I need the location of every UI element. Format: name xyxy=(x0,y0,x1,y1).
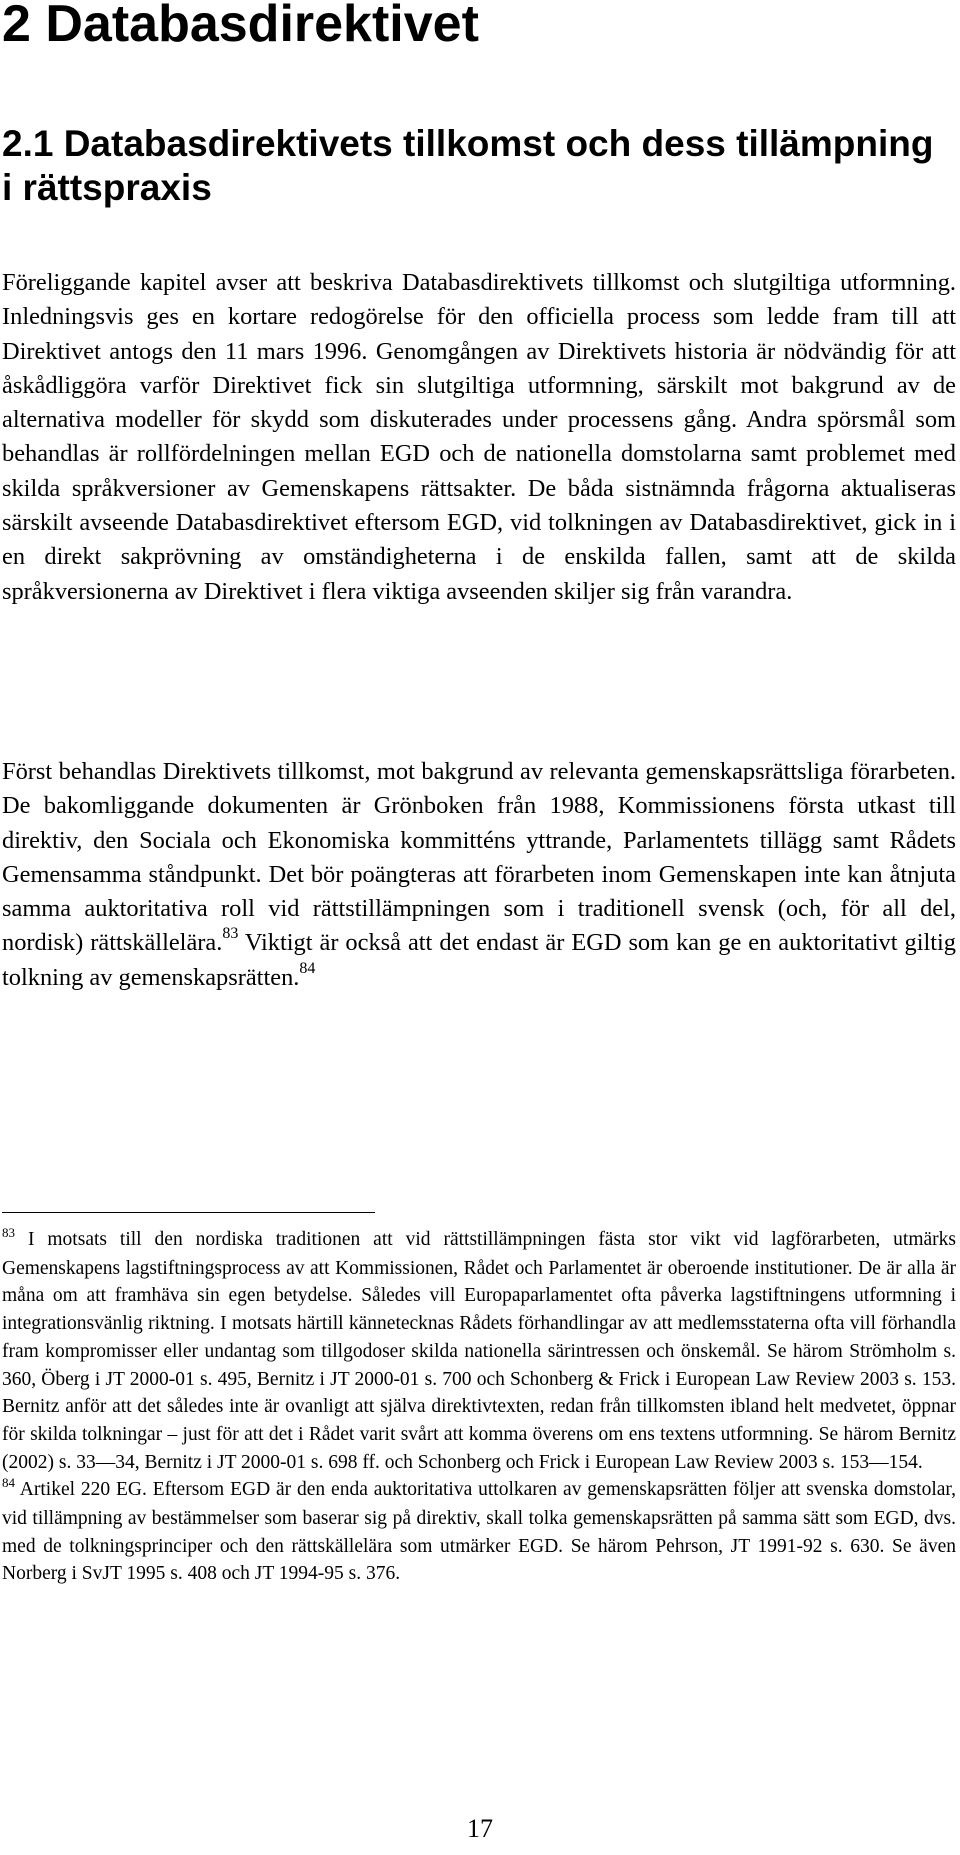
footnotes xyxy=(2,1226,956,1588)
paragraph-2-text-a: Först behandlas Direktivets tillkomst, mot bakgrund av relevanta gemenskapsrättsliga förarbeten. De bakomliggande dokumenten är Grönboken från 1988, Kommissionens första utkast till direktiv, den Sociala och Ekonomiska kommitténs yttrande, Parlamentets tillägg samt Rådets Gemensamma ståndpunkt. Det bör poängteras att förarbeten inom Gemenskapen inte kan åtnjuta samma auktoritativa roll vid rättstillämpningen som i traditionell svensk (och, för all del, nordisk) rättskällelära. xyxy=(2,758,956,957)
section-heading: 2.1 Databasdirektivets tillkomst och dess tillämpning i rättspraxis xyxy=(2,123,934,208)
body-paragraph-1: Föreliggande kapitel avser att beskriva Databasdirektivets tillkomst och slutgiltiga utformning. Inledningsvis ges en kortare redogörelse för den officiella process som ledde fram till att Direktivet antogs den 11 mars 1996. Genomgången av Direktivets historia är nödvändig för att åskådliggöra varför Direktivet fick sin slutgiltiga utformning, särskilt mot bakgrund av de alternativa modeller för skydd som diskuterades under processens gång. Andra spörsmål som behandlas är rollfördelningen mellan EGD och de nationella domstolarna samt problemet med skilda språkversioner av Gemenskapens rättsakter. De båda sistnämnda frågorna aktualiseras särskilt avseende Databasdirektivet eftersom EGD, vid tolkningen av Databasdirektivet, gick in i en direkt sakprövning av omständigheterna i de enskilda fallen, samt att de skilda språkversionerna av Direktivet i flera viktiga avseenden skiljer sig från varandra. xyxy=(2,269,956,605)
footnote-83 xyxy=(2,1226,956,1476)
footnote-text: Artikel 220 EG. Eftersom EGD är den enda auktoritativa uttolkaren av gemenskapsrätten följer att svenska domstolar, vid tillämpning av bestämmelser som baserar sig på direktiv, skall tolka gemenskapsrätten på samma sätt som EGD, dvs. med de tolkningsprinciper och den rättskällelära som utmärker EGD. Se härom Pehrson, JT 1991-92 s. 630. Se även Norberg i SvJT 1995 s. 408 och JT 1994-95 s. 376. xyxy=(2,1479,956,1585)
footnote-separator xyxy=(2,1212,375,1213)
footnote-number: 83 xyxy=(2,1225,15,1240)
body-paragraph-2 xyxy=(2,755,956,995)
footnote-number: 84 xyxy=(2,1475,15,1491)
footnote-text: I motsats till den nordiska traditionen att vid rättstillämpningen fästa stor vikt vid lagförarbeten, utmärks Gemenskapens lagstiftningsprocess av att Kommissionen, Rådet och Parlamentet är oberoende institutioner. De är alla är måna om att framhäva sin egen betydelse. Således vill Europaparlamentet ofta påverka lagstiftningens utformning i integrationsvänlig riktning. I motsats härtill kännetecknas Rådets förhandlingar av att medlemsstaterna ofta vill förhandla fram kompromisser eller undantag som tillgodoser skilda nationella särintressen och önskemål. Se härom Strömholm s. 360, Öberg i JT 2000-01 s. 495, Bernitz i JT 2000-01 s. 700 och Schonberg & Frick i European Law Review 2003 s. 153. Bernitz anför att det således inte är ovanligt att själva direktivtexten, redan från tillkomsten ibland helt medvetet, öppnar för skilda tolkningar – just för att det i Rådet varit svårt att komma överens om ens textens utformning. Se härom Bernitz (2002) s. 33—34, Bernitz i JT 2000-01 s. 698 ff. och Schonberg och Frick i European Law Review 2003 s. 153—154. xyxy=(2,1229,957,1473)
page-number: 17 xyxy=(467,1814,493,1843)
footnote-ref-83[interactable]: 83 xyxy=(222,925,239,943)
footnote-84 xyxy=(2,1476,956,1588)
chapter-heading: 2 Databasdirektivet xyxy=(2,0,479,53)
paragraph-2-text-b: Viktigt är också att det endast är EGD som kan ge en auktoritativt giltig tolkning av gemenskapsrätten. xyxy=(2,929,956,991)
footnote-ref-84[interactable]: 84 xyxy=(299,959,316,977)
